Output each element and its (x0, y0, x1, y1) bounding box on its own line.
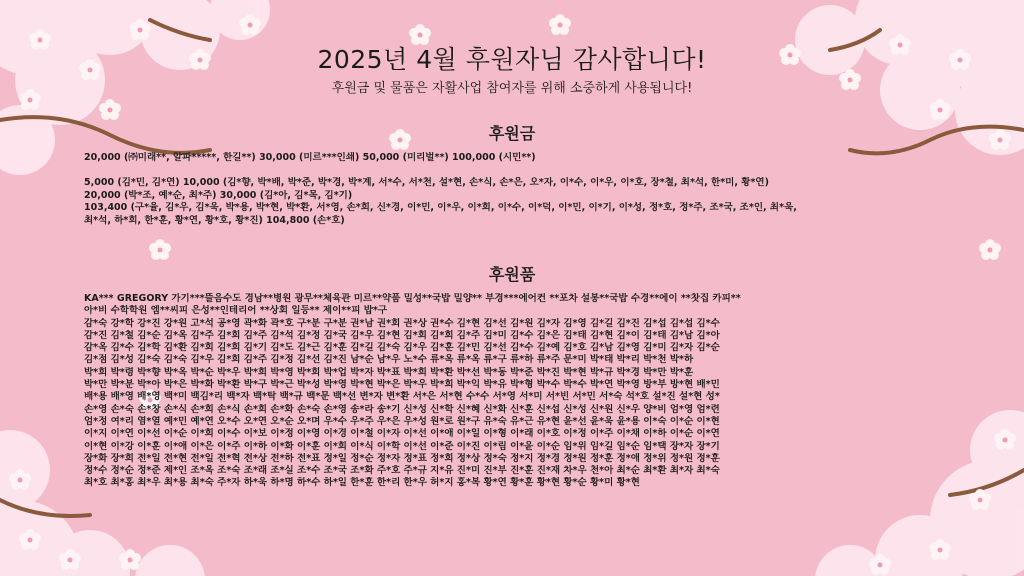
money-line (84, 165, 940, 178)
goods-line: 아*비 수학학원 엠**씨피 은성**인테리어 **상회 일등** 제이**피 밥*구 (84, 305, 388, 317)
goods-line: 배*용 배*영 배*영 백*미 백김*리 백*자 백*탁 백*규 백*문 백*선 변*자 변*환 서*은 서*현 수*수 서*영 서*미 서*빈 서*민 서*숙 석*호 설*진 설*현 성* (84, 391, 720, 403)
goods-line: 이*현 이*강 이*훈 이*애 이*은 이*주 이*하 이*화 이*훈 이*희 이*식 이*학 이*선 이*준 이*진 이*림 이*윤 이*순 임*위 임*길 임*순 임*택 장*자 장*기 (84, 440, 720, 452)
money-donor-list (84, 152, 940, 227)
goods-line: 최*호 최*홍 최*우 최*용 최*숙 주*자 하*욱 하*명 하*수 하*일 한*훈 한*리 한*우 허*지 홍*복 황*연 황*훈 황*현 황*순 황*미 황*현 (84, 477, 640, 489)
poster-title: 2025년 4월 후원자님 감사합니다! (317, 45, 707, 74)
goods-line: KA*** GREGORY 가기***뜰음수도 경남**병원 광무**체육관 미르**약품 밀성**국밥 밀양** 부경***에어컨 **포차 설봉**국밥 수경**에이 **찻집 카피** (84, 293, 741, 304)
poster-subtitle: 후원금 및 물품은 자활사업 참여자를 위해 소중하게 사용됩니다! (331, 81, 693, 96)
money-line: 103,400 (구*율, 김*우, 김*욱, 박*용, 박*현, 박*환, 서*영, 손*희, 신*경, 이*민, 이*우, 이*희, 이*수, 이*덕, 이*민, 이*기, 이*성, 정*호, 정*주, 조*국, 조*인, 최*욱, (84, 202, 797, 213)
goods-line: 정*수 정*순 정*준 제*인 조*옥 조*숙 조*래 조*실 조*수 조*국 조*화 주*호 주*규 지*유 진*미 진*부 진*훈 진*재 차*우 천*아 최*순 최*환 최*자 최*숙 (84, 465, 720, 477)
goods-section-title: 후원품 (488, 265, 536, 284)
money-line: 최*석, 하*희, 한*훈, 황*연, 황*호, 황*진) 104,800 (손*호) (84, 214, 345, 226)
goods-line: 감*숙 강*학 강*진 강*원 고*석 공*영 곽*화 곽*호 구*분 구*분 권*남 권*희 권*상 권*수 김*현 김*선 김*원 김*자 김*영 김*길 김*진 김*섭 김*섭 김*수 (84, 317, 720, 329)
goods-line: 감*진 김*철 김*순 김*옥 김*주 김*희 김*주 김*석 김*정 김*국 김*우 김*현 김*희 김*희 김*주 김*미 김*수 김*은 김*태 김*현 김*이 김*태 김*남 김*아 (84, 329, 720, 341)
goods-line: 김*점 김*성 김*숙 김*숙 김*우 김*희 김*주 김*정 김*선 김*진 남*순 남*우 노*수 류*옥 류*옥 류*구 류*하 류*주 문*미 박*태 박*리 박*천 박*하 (84, 354, 694, 366)
money-section-title: 후원금 (488, 124, 536, 143)
money-line: 20,000 (박*조, 예*순, 최*주) 30,000 (김*아, 김*목, 김*기) (84, 189, 353, 201)
goods-line: 감*옥 김*수 김*학 김*환 김*희 김*희 김*기 김*도 김*근 김*훈 김*길 김*숙 김*우 김*훈 김*민 김*선 김*수 김*예 김*호 김*남 김*영 김*미 김*자 김*순 (84, 342, 720, 354)
goods-donor-list (84, 293, 940, 490)
money-line: 5,000 (김*민, 김*연) 10,000 (김*향, 박*배, 박*준, 박*경, 박*계, 서*수, 서*천, 설*현, 손*식, 손*은, 오*자, 이*수, 이*우, 이*호, 장*철, 최*석, 한*미, 황*연) (84, 177, 769, 188)
goods-line: 장*화 장*희 전*일 전*현 전*일 전*혁 전*상 전*하 전*표 정*일 정*순 정*자 정*표 정*희 정*상 정*숙 정*지 정*경 정*원 정*훈 정*애 정*위 정*원 정*훈 (84, 452, 720, 464)
goods-line: 손*영 손*숙 손*창 손*식 손*희 손*식 손*희 손*화 손*숙 손*영 송*라 송*기 신*성 신*학 신*혜 신*화 신*훈 신*섭 신*성 신*원 신*우 양*비 엄*영 엄*련 (84, 403, 720, 415)
goods-line: 엄*정 여*리 염*열 예*민 예*연 오*수 오*연 오*순 오*며 우*수 우*주 우*은 우*성 원*로 원*구 유*숙 유*근 유*현 윤*선 윤*욱 윤*용 이*숙 이*순 이*현 (84, 415, 720, 427)
goods-line: 이*지 이*연 이*선 이*순 이*희 이*수 이*보 이*정 이*영 이*경 이*철 이*자 이*선 이*애 이*일 이*형 이*래 이*호 이*정 이*주 이*채 이*하 이*순 이*연 (84, 428, 720, 440)
goods-line: 박*만 박*분 박*아 박*은 박*화 박*환 박*구 박*근 박*성 박*영 박*현 박*은 박*우 박*희 박*익 박*유 박*형 박*수 박*수 박*연 박*영 방*부 방*현 배*민 (84, 379, 720, 391)
money-line: 20,000 (㈜미래**, 알파*****, 한길**) 30,000 (미르***인쇄) 50,000 (미리벌**) 100,000 (시민**) (84, 152, 536, 163)
goods-line: 박*희 박*령 박*향 박*옥 박*순 박*우 박*희 박*영 박*희 박*업 박*자 박*표 박*희 박*환 박*선 박*동 박*준 박*진 박*현 박*규 박*경 박*만 박*훈 (84, 366, 694, 378)
